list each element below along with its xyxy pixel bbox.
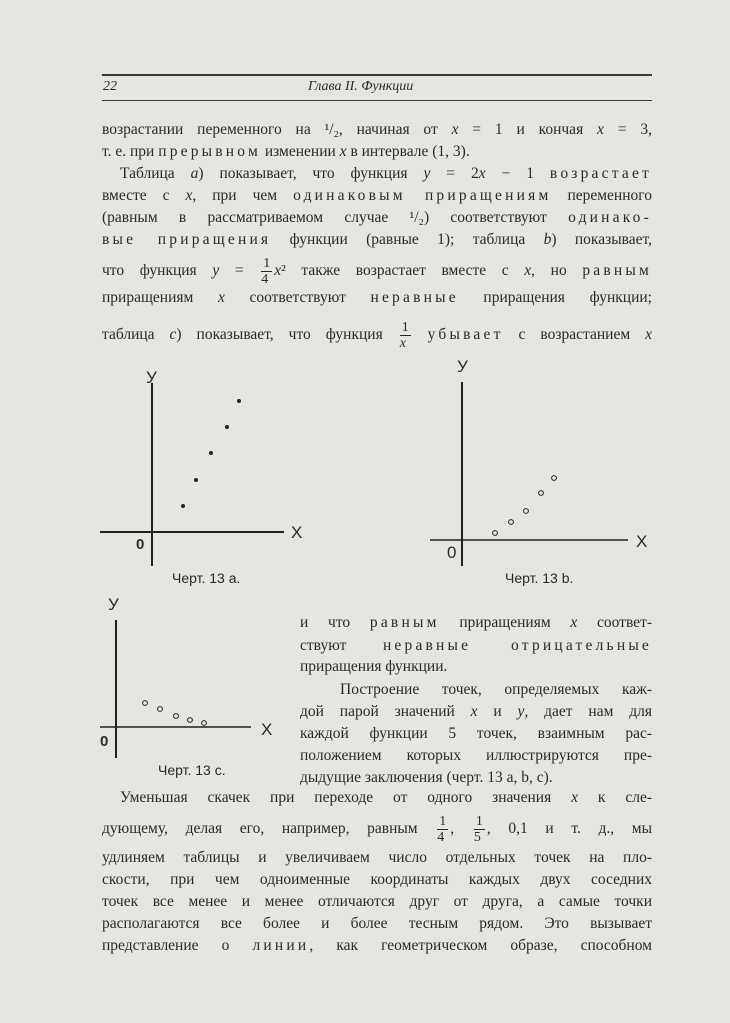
text-segment: x [185, 187, 193, 204]
text-segment: − 1 [485, 165, 550, 182]
text-segment: и [477, 703, 518, 720]
plot-point-circle [552, 476, 557, 481]
emphasized-text: возрастает [549, 165, 653, 182]
points-13c [143, 701, 207, 726]
text-segment: возрастании переменного на [102, 121, 325, 138]
figure-caption: Черт. 13 а. [172, 570, 241, 586]
text-segment: x [571, 789, 578, 806]
text-segment: x [470, 703, 478, 720]
text-segment: x [524, 262, 532, 280]
text-segment: Построение точек, определяемых каж- [340, 681, 652, 698]
text-segment: x [451, 121, 459, 138]
fraction: $\frac{1}{4}$ [437, 814, 447, 845]
text-segment: y [212, 262, 220, 280]
text-segment: , начиная от [338, 121, 452, 138]
text-segment: y [517, 703, 525, 720]
y-axis-label: У [457, 357, 468, 376]
plot-point-circle [524, 509, 529, 514]
plot-point-circle [493, 531, 498, 536]
text-segment: в интервале (1, 3). [346, 143, 470, 160]
text-segment: функции (равные 1); таблица [271, 231, 544, 248]
text-segment: = 2 [430, 165, 479, 182]
text-segment: положением которых иллюстрируются пре- [300, 747, 652, 764]
text-segment: дующему, делая его, например, равным [102, 820, 436, 838]
text-segment: вместе с [102, 187, 186, 204]
text-segment: приращениям [439, 614, 571, 631]
figure-caption: Черт. 13 b. [505, 570, 574, 586]
text-segment: , как геометрическом образе, способном [309, 937, 652, 954]
plot-point-circle [143, 701, 148, 706]
points-13b [493, 476, 557, 536]
x-axis-label: X [291, 523, 303, 542]
text-segment: представление о [102, 937, 253, 954]
text-segment: ствуют [300, 637, 383, 654]
text-segment: c [169, 326, 177, 344]
text-segment: ¹/₂ [324, 121, 339, 138]
plot-point-circle [174, 714, 179, 719]
emphasized-text: вые приращения [102, 231, 272, 248]
text-segment: ) соответствуют [423, 209, 569, 226]
running-title: Глава II. Функции [308, 79, 414, 94]
text-segment: точек все менее и менее отличаются друг от друга, а самые точки [102, 893, 652, 910]
text-segment: удлиняем таблицы и увеличиваем число отдельных точек на пло- [102, 849, 652, 866]
text-segment: и что [300, 614, 370, 631]
emphasized-text: прерывном [158, 143, 261, 160]
text-segment: (равным в рассматриваемом случае [102, 209, 410, 226]
emphasized-text: неравные отрицательные [382, 637, 653, 654]
text-segment: Уменьшая скачек при переходе от одного значения [120, 789, 572, 806]
text-segment: скости, при чем одноименные координаты каждых двух соседних [102, 871, 652, 888]
text-segment: с возрастанием [503, 326, 646, 344]
text-segment: к сле- [578, 789, 652, 806]
x-axis-label: X [261, 720, 273, 739]
text-segment: = [219, 262, 260, 280]
text-segment: , [450, 820, 472, 838]
text-segment: переменного [551, 187, 652, 204]
text-segment: x [478, 165, 486, 182]
figure-caption: Черт. 13 с. [158, 762, 226, 778]
page-number: 22 [103, 79, 117, 94]
plot-point-dot [237, 399, 241, 403]
emphasized-text: убывает [427, 326, 504, 344]
plot-point-circle [188, 718, 193, 723]
text-segment: ¹/₂ [409, 209, 424, 226]
text-segment: = 3, [603, 121, 652, 138]
text-segment: приращения функции. [300, 658, 448, 675]
text-segment: x [217, 289, 225, 306]
y-axis-label: У [108, 595, 119, 614]
text-segment: , при чем [192, 187, 294, 204]
text-segment: , 0,1 и т. д., мы [486, 820, 653, 838]
text-segment: x [645, 326, 652, 344]
fraction: $\frac{1}{x}$ [399, 320, 409, 351]
text-segment: y [423, 165, 431, 182]
text-segment: изменении [260, 143, 340, 160]
text-segment: x [597, 121, 604, 138]
emphasized-text: равным [582, 262, 652, 280]
fraction: $\frac{1}{5}$ [473, 814, 483, 845]
text-segment: ) показывает, что функция [198, 165, 424, 182]
text-segment: дой парой значений [300, 703, 471, 720]
text-segment: соответствуют [224, 289, 371, 306]
emphasized-text: неравные [370, 289, 459, 306]
plot-point-dot [209, 451, 213, 455]
plot-point-circle [202, 721, 207, 726]
plot-point-circle [539, 491, 544, 496]
origin-label: 0 [447, 543, 457, 562]
plot-point-circle [158, 707, 163, 712]
text-segment: приращениям [102, 289, 218, 306]
emphasized-text: линии [252, 937, 310, 954]
emphasized-text: равным [369, 614, 440, 631]
plot-point-circle [509, 520, 514, 525]
y-axis-label: У [146, 368, 157, 387]
text-segment: каждой функции 5 точек, взаимным рас- [300, 725, 652, 742]
text-segment: , дает нам для [524, 703, 652, 720]
text-segment: x [274, 262, 282, 280]
plot-point-dot [194, 478, 198, 482]
text-segment: дыдущие заключения (черт. 13 a, b, c). [300, 769, 553, 786]
fraction: $\frac{1}{4}$ [261, 256, 271, 287]
plot-point-dot [181, 504, 185, 508]
text-segment: что функция [102, 262, 213, 280]
text-segment: ) показывает, [551, 231, 653, 248]
text-segment: , но [531, 262, 583, 280]
text-segment: ) показывает, что функция [176, 326, 398, 344]
x-axis-label: X [636, 532, 648, 551]
text-segment: ² также возрастает вместе с [281, 262, 525, 280]
emphasized-text: одинако- [568, 209, 652, 226]
points-13a [181, 399, 241, 508]
text-segment: т. е. при [102, 143, 159, 160]
text-segment: = 1 и кончая [458, 121, 598, 138]
text-segment: a [190, 165, 199, 182]
text-segment: x [339, 143, 347, 160]
text-segment: таблица [102, 326, 170, 344]
text-segment: Таблица [120, 165, 191, 182]
text-segment: x [570, 614, 578, 631]
emphasized-text: одинаковым приращениям [293, 187, 552, 204]
text-segment: соответ- [577, 614, 652, 631]
text-segment: приращения функции; [458, 289, 652, 306]
text-segment: располагаются все более и более тесным рядом. Это вызывает [102, 915, 652, 932]
origin-label: 0 [100, 733, 109, 750]
text-segment: b [543, 231, 552, 248]
plot-point-dot [225, 425, 229, 429]
origin-label: 0 [136, 536, 145, 553]
